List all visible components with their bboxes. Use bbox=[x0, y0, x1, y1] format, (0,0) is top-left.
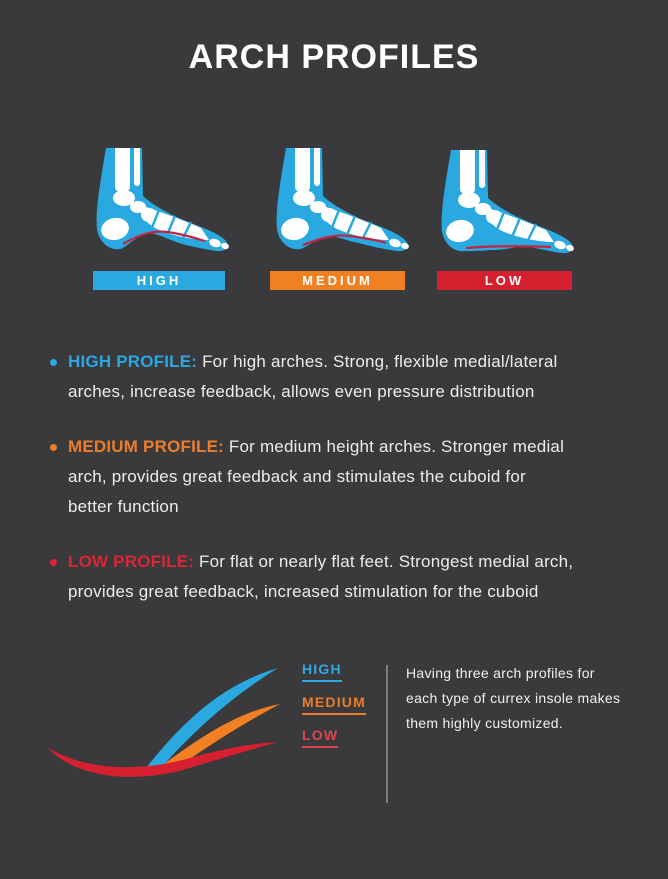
arch-label-bar-medium: MEDIUM bbox=[270, 271, 405, 290]
legend-item-medium: MEDIUM bbox=[302, 694, 366, 715]
legend-item-high: HIGH bbox=[302, 661, 342, 682]
bullet-item bbox=[50, 432, 635, 522]
bullet-dot-icon bbox=[50, 559, 57, 566]
bullet-item bbox=[50, 347, 635, 407]
profile-bullets bbox=[50, 347, 635, 632]
curve-legend bbox=[302, 661, 366, 760]
arch-label-bar-high: HIGH bbox=[93, 271, 225, 290]
bullet-dot-icon bbox=[50, 444, 57, 451]
page-title: ARCH PROFILES bbox=[188, 38, 480, 76]
foot-xray-medium bbox=[265, 148, 415, 258]
foot-xray-low-icon bbox=[430, 150, 580, 260]
foot-xray-high bbox=[85, 148, 235, 258]
arch-label-bar-low: LOW bbox=[437, 271, 572, 290]
vertical-divider bbox=[386, 665, 388, 803]
foot-xray-low bbox=[430, 150, 580, 260]
foot-xray-medium-icon bbox=[265, 148, 415, 258]
bullet-dot-icon bbox=[50, 359, 57, 366]
bullet-item bbox=[50, 547, 635, 607]
legend-item-low: LOW bbox=[302, 727, 338, 748]
bullet-text: MEDIUM PROFILE: For medium height arches. Stronger medial arch, provides great feedback and stimulates the cuboid for better function bbox=[68, 437, 565, 516]
foot-xray-high-icon bbox=[85, 148, 235, 258]
bullet-text: HIGH PROFILE: For high arches. Strong, flexible medial/lateral arches, increase feedback, allows even pressure distribution bbox=[68, 352, 558, 401]
bullet-text: LOW PROFILE: For flat or nearly flat feet. Strongest medial arch, provides great feedback, increased stimulation for the cuboid bbox=[68, 552, 574, 601]
insole-note: Having three arch profiles for each type of currex insole makes them highly customized. bbox=[406, 665, 621, 731]
arch-curves-icon bbox=[40, 650, 340, 800]
